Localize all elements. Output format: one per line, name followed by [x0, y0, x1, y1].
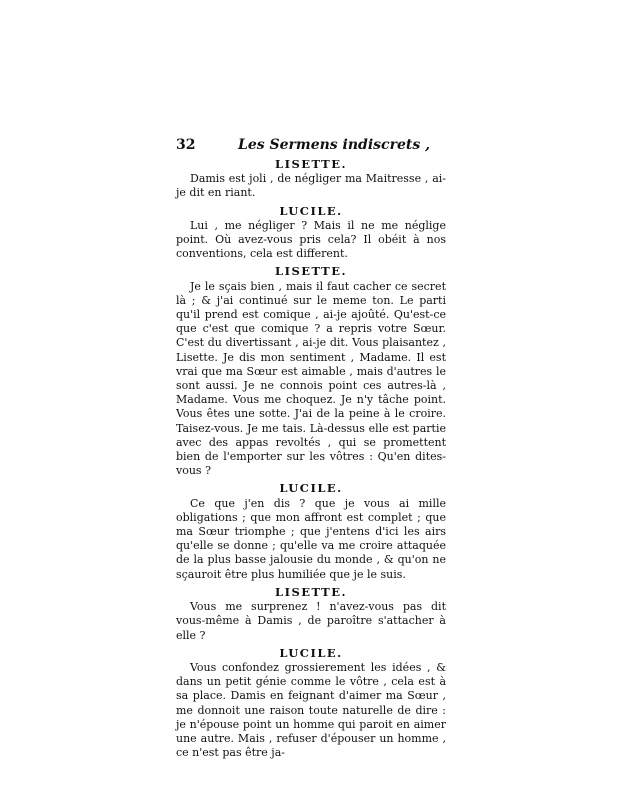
running-title: Les Sermens indiscrets , [238, 137, 430, 153]
speech-text [176, 219, 446, 262]
speech-paragraph: Ce que j'en dis ? que je vous ai mille obligations ; que mon affront est complet ; que ma Sœur triomphe ; que j'entens d'ici les airs qu'elle se donne ; qu'elle va me croire attaquée de la plus basse jalousie du monde , & qu'on ne sçauroit être plus humiliée que je le suis. [176, 496, 446, 581]
speaker-name: LUCILE. [279, 203, 343, 218]
speech-text [176, 497, 446, 582]
speaker-name: LISETTE. [274, 264, 347, 279]
speech-paragraph: Vous me surprenez ! n'avez-vous pas dit vous-même à Damis , de paroître s'attacher à elle ? [176, 600, 446, 642]
speaker-name: LISETTE. [274, 584, 347, 599]
speech-paragraph: Lui , me négliger ? Mais il ne me néglige point. Où avez-vous pris cela? Il obéit à nos conventions, cela est different. [176, 218, 446, 261]
speaker-name: LISETTE. [274, 157, 347, 171]
speech-paragraph: Je le sçais bien , mais il faut cacher ce secret là ; & j'ai continué sur le meme ton. Le parti qu'il prend est comique , ai-je ajoûté. Qu'est-ce que c'est que comique ? a repris votre Sœur. C'est du divertissant , ai-je dit. Vous plaisantez , Lisette. Je dis mon sentiment , Madame. Il est vrai que ma Sœur est aimable , mais d'autres le sont aussi. Je ne connois point ces autres-là , Madame. Vous me choquez. Je n'y tâche point. Vous êtes une sotte. J'ai de la peine à le croire. Taisez-vous. Je me tais. Là-dessus elle est partie avec des appas revoltés , qui se promettent bien de l'emporter sur les vôtres : Qu'en dites-vous ? [176, 279, 446, 478]
running-head [176, 138, 446, 156]
dialogue-block [176, 264, 446, 478]
dialogue-block [176, 585, 446, 643]
dialogue-block [176, 157, 446, 201]
speech-paragraph: Vous confondez grossierement les idées , & dans un petit génie comme le vôtre , cela est à sa place. Damis en feignant d'aimer ma Sœur , me donnoit une raison toute naturelle de dire : je n'épouse point un homme qui paroit en aimer une autre. Mais , refuser d'épouser un homme , ce n'est pas être ja- [176, 660, 446, 760]
dialogue-block [176, 204, 446, 262]
speech-text [176, 280, 446, 479]
dialogue-block [176, 481, 446, 581]
speech-text [176, 172, 446, 200]
speech-text [176, 661, 446, 760]
speaker-name: LUCILE. [279, 645, 343, 660]
speaker-name: LUCILE. [279, 481, 343, 496]
speech-paragraph: Damis est joli , de négliger ma Maitresse , ai-je dit en riant. [176, 172, 446, 200]
page-number: 32 [176, 137, 196, 153]
speech-text [176, 600, 446, 643]
dialogue-block [176, 646, 446, 761]
book-page [176, 138, 446, 763]
